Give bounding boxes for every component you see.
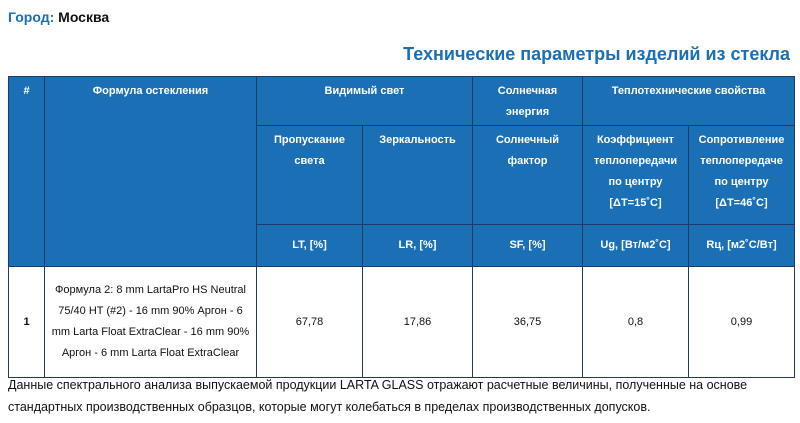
group-header-solar-energy: Солнечная энергия: [473, 77, 583, 126]
unit-lr: LR, [%]: [363, 225, 473, 267]
row-ug: 0,8: [583, 267, 689, 378]
row-rc: 0,99: [689, 267, 795, 378]
row-lt: 67,78: [257, 267, 363, 378]
row-formula: Формула 2: 8 mm LartaPro HS Neutral 75/40 HT (#2) - 16 mm 90% Аргон - 6 mm Larta Float ExtraClear - 16 mm 90% Аргон - 6 mm Larta Float ExtraClear: [45, 267, 257, 378]
col-header-number: #: [9, 77, 45, 267]
col-header-reflection: Зеркальность: [363, 126, 473, 225]
parameters-table: [8, 76, 795, 378]
unit-sf: SF, [%]: [473, 225, 583, 267]
row-sf: 36,75: [473, 267, 583, 378]
table-row: [9, 267, 795, 378]
city-line: [8, 9, 109, 25]
city-label: Город:: [8, 9, 55, 25]
unit-ug: Ug, [Вт/м2˚C]: [583, 225, 689, 267]
col-header-transmission: Пропускание света: [257, 126, 363, 225]
col-header-heat-resistance: Сопротивление теплопередаче по центру [ΔT=46˚C]: [689, 126, 795, 225]
row-number: 1: [9, 267, 45, 378]
col-header-heat-coefficient: Коэффициент теплопередачи по центру [ΔT=15˚C]: [583, 126, 689, 225]
col-header-formula: Формула остекления: [45, 77, 257, 267]
unit-rc: Rц, [м2˚C/Вт]: [689, 225, 795, 267]
row-lr: 17,86: [363, 267, 473, 378]
page-title: Технические параметры изделий из стекла: [403, 44, 790, 64]
unit-lt: LT, [%]: [257, 225, 363, 267]
col-header-solar-factor: Солнечный фактор: [473, 126, 583, 225]
disclaimer-note: Данные спектрального анализа выпускаемой продукции LARTA GLASS отражают расчетные величины, полученные на основе стандартных производственных образцов, которые могут колебаться в пределах производственных допусков.: [8, 378, 748, 414]
city-value: Москва: [58, 9, 110, 25]
group-header-thermal: Теплотехнические свойства: [583, 77, 795, 126]
group-header-visible-light: Видимый свет: [257, 77, 473, 126]
